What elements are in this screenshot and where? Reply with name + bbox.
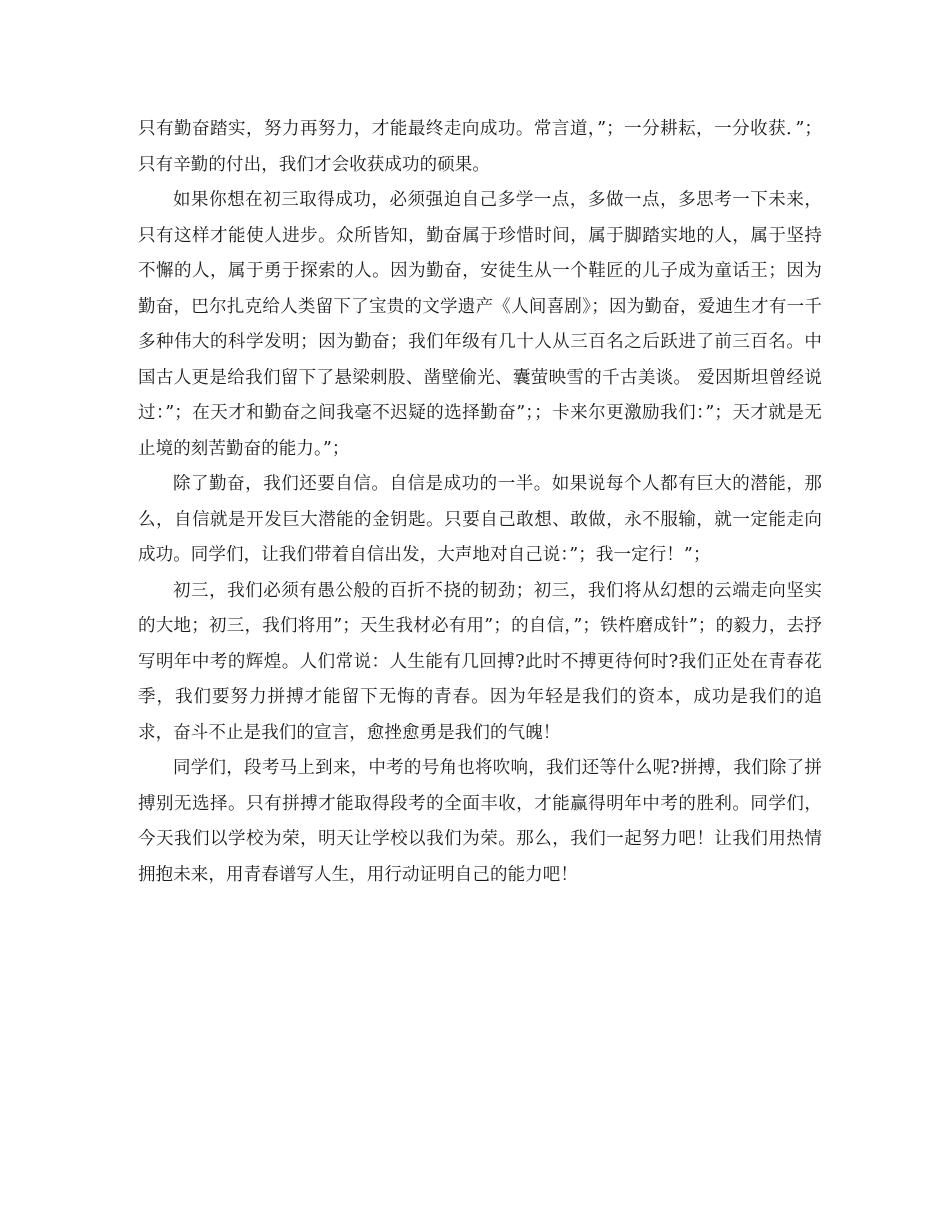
paragraph-2: 如果你想在初三取得成功，必须强迫自己多学一点，多做一点，多思考一下未来，只有这样才能使人进步。众所皆知，勤奋属于珍惜时间，属于脚踏实地的人，属于坚持不懈的人，属于勇于探索的人。因为勤奋，安徒生从一个鞋匠的儿子成为童话王；因为勤奋，巴尔扎克给人类留下了宝贵的文学遗产《人间喜剧》；因为勤奋，爱迪生才有一千多种伟大的科学发明；因为勤奋；我们年级有几十人从三百名之后跃进了前三百名。中国古人更是给我们留下了悬梁刺股、凿壁偷光、囊萤映雪的千古美谈。 爱因斯坦曾经说过：”；在天才和勤奋之间我毫不迟疑的选择勤奋”；；卡来尔更激励我们：”；天才就是无止境的刻苦勤奋的能力。”； bbox=[138, 190, 822, 459]
paragraph-5: 同学们，段考马上到来，中考的号角也将吹响，我们还等什么呢?拼搏，我们除了拼搏别无选择。只有拼搏才能取得段考的全面丰收，才能赢得明年中考的胜利。同学们，今天我们以学校为荣，明天让学校以我们为荣。那么，我们一起努力吧！让我们用热情拥抱未来，用青春谱写人生，用行动证明自己的能力吧！ bbox=[138, 758, 822, 885]
paragraph-3: 除了勤奋，我们还要自信。自信是成功的一半。如果说每个人都有巨大的潜能，那么，自信就是开发巨大潜能的金钥匙。只要自己敢想、敢做，永不服输，就一定能走向成功。同学们，让我们带着自信出发，大声地对自己说：”；我一定行！”； bbox=[138, 474, 822, 565]
document-body bbox=[138, 112, 822, 893]
paragraph-4: 初三，我们必须有愚公般的百折不挠的韧劲；初三，我们将从幻想的云端走向坚实的大地；初三，我们将用”；天生我材必有用”；的自信，”；铁杵磨成针”；的毅力，去抒写明年中考的辉煌。人们常说：人生能有几回搏?此时不搏更待何时?我们正处在青春花季，我们要努力拼搏才能留下无悔的青春。因为年轻是我们的资本，成功是我们的追求，奋斗不止是我们的宣言，愈挫愈勇是我们的气魄！ bbox=[138, 580, 822, 743]
paragraph-1: 只有勤奋踏实，努力再努力，才能最终走向成功。常言道，”；一分耕耘，一分收获．”；只有辛勤的付出，我们才会收获成功的硕果。 bbox=[138, 119, 822, 175]
